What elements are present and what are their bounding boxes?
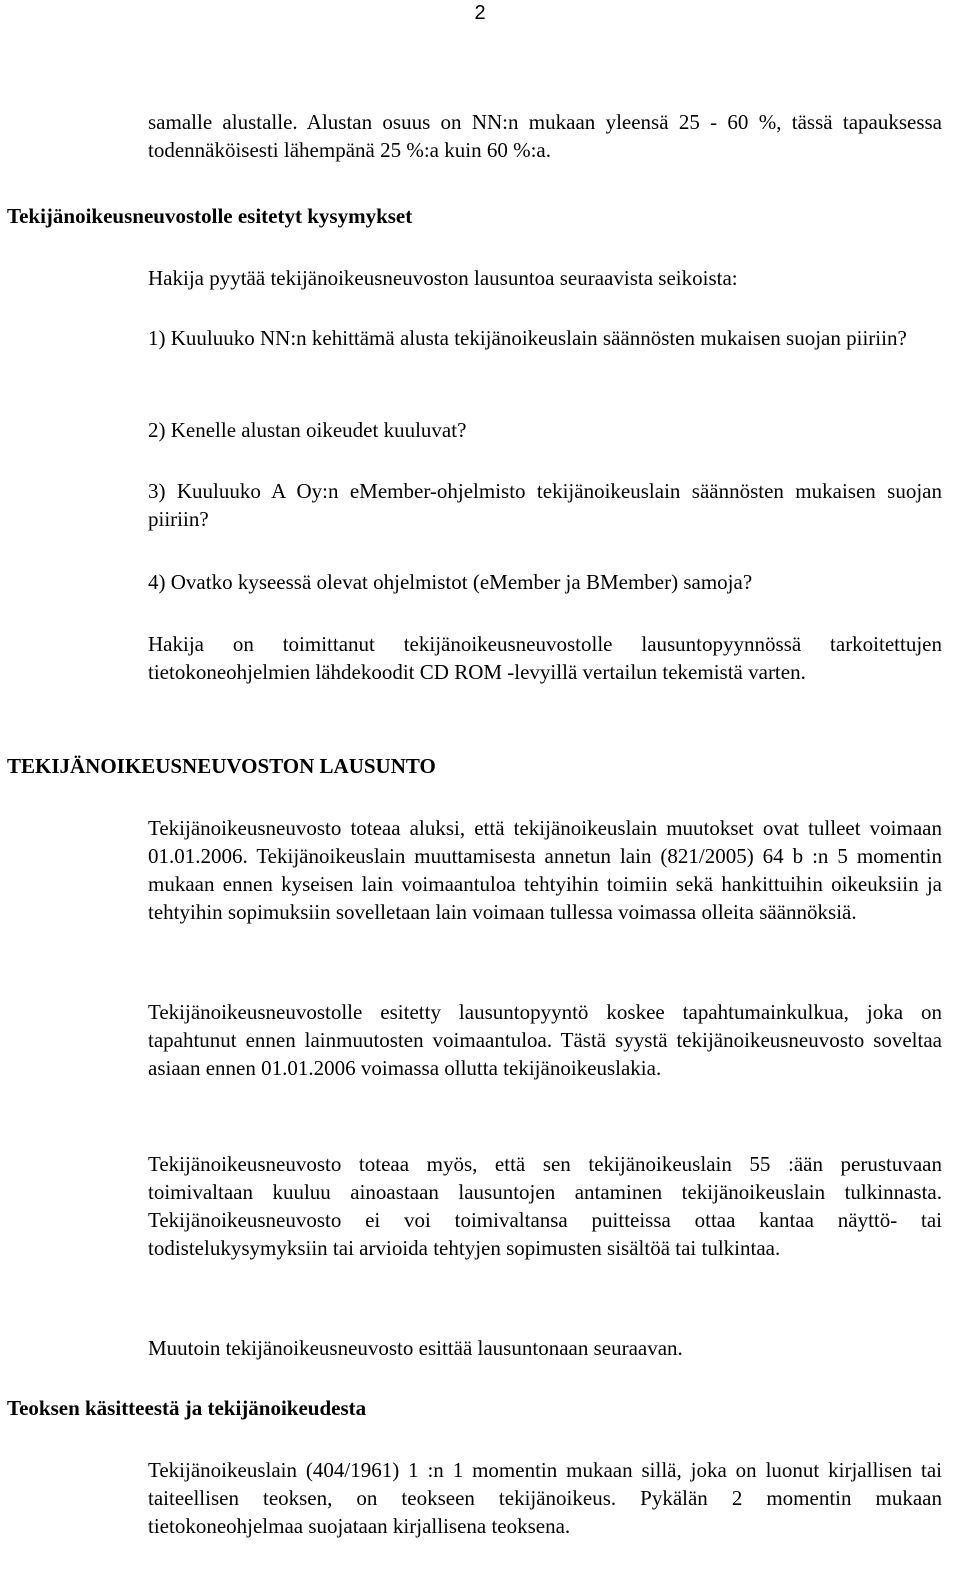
paragraph-request: Hakija pyytää tekijänoikeusneuvoston lausuntoa seuraavista seikoista:: [148, 266, 738, 290]
heading-questions: Tekijänoikeusneuvostolle esitetyt kysymykset: [7, 204, 413, 228]
heading-work-concept: Teoksen käsitteestä ja tekijänoikeudesta: [7, 1396, 367, 1420]
paragraph-request-scope: Tekijänoikeusneuvostolle esitetty lausuntopyyntö koskee tapahtumainkulkua, joka on tapahtunut ennen lainmuutosten voimaantuloa. Tästä syystä tekijänoikeusneuvosto soveltaa asiaan ennen 01.01.2006 voimassa ollutta tekijänoikeuslakia.: [148, 1000, 942, 1080]
question-4: 4) Ovatko kyseessä olevat ohjelmistot (eMember ja BMember) samoja?: [148, 570, 753, 594]
page-number: 2: [474, 2, 486, 24]
paragraph-competence: Tekijänoikeusneuvosto toteaa myös, että sen tekijänoikeuslain 55 :ään perustuvaan toimivaltaan kuuluu ainoastaan lausuntojen antaminen tekijänoikeuslain tulkinnasta. Tekijänoikeusneuvosto ei voi toimivaltansa puitteissa ottaa kantaa näyttö- tai todistelukysymyksiin tai arvioida tehtyjen sopimusten sisältöä tai tulkintaa.: [148, 1152, 942, 1260]
question-2: 2) Kenelle alustan oikeudet kuuluvat?: [148, 418, 467, 442]
paragraph-source-code: Hakija on toimittanut tekijänoikeusneuvostolle lausuntopyynnössä tarkoitettujen tietokoneohjelmien lähdekoodit CD ROM -levyillä vertailun tekemistä varten.: [148, 632, 942, 684]
heading-statement: TEKIJÄNOIKEUSNEUVOSTON LAUSUNTO: [7, 754, 436, 778]
paragraph-copyright-act: Tekijänoikeuslain (404/1961) 1 :n 1 momentin mukaan sillä, joka on luonut kirjallisen tai taiteellisen teoksen, on teokseen tekijänoikeus. Pykälän 2 momentin mukaan tietokoneohjelmaa suojataan kirjallisena teoksena.: [148, 1458, 942, 1538]
question-3: 3) Kuuluuko A Oy:n eMember-ohjelmisto tekijänoikeuslain säännösten mukaisen suojan piiriin?: [148, 479, 942, 531]
paragraph-law-changes: Tekijänoikeusneuvosto toteaa aluksi, että tekijänoikeuslain muutokset ovat tulleet voimaan 01.01.2006. Tekijänoikeuslain muuttamisesta annetun lain (821/2005) 64 b :n 5 momentin mukaan ennen kyseisen lain voimaantuloa tehtyihin toimiin sekä hankittuihin oikeuksiin ja tehtyihin sopimuksiin sovelletaan lain voimaan tullessa voimassa olleita säännöksiä.: [148, 816, 942, 924]
question-1: 1) Kuuluuko NN:n kehittämä alusta tekijänoikeuslain säännösten mukaisen suojan piiriin?: [148, 326, 907, 350]
paragraph-statement-intro: Muutoin tekijänoikeusneuvosto esittää lausuntonaan seuraavan.: [148, 1336, 683, 1360]
paragraph-intro: samalle alustalle. Alustan osuus on NN:n mukaan yleensä 25 - 60 %, tässä tapauksessa todennäköisesti lähempänä 25 %:a kuin 60 %:a.: [148, 110, 942, 162]
